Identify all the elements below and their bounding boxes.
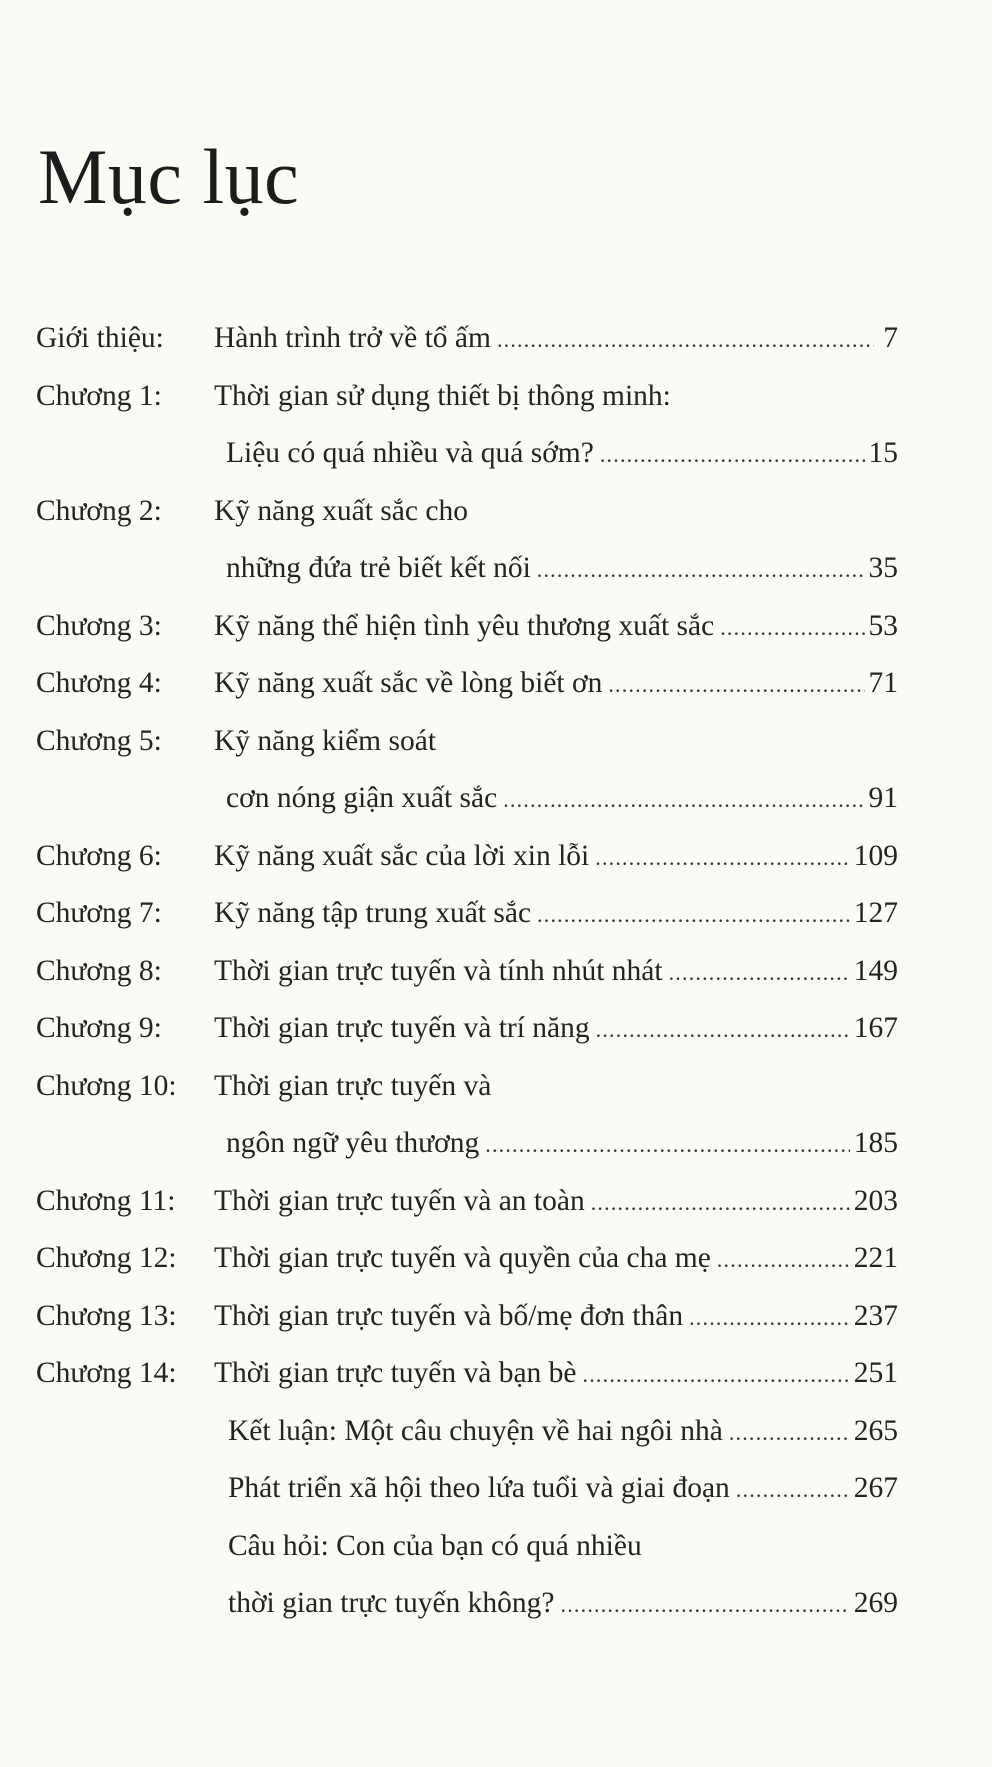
toc-entry-label: Chương 8: xyxy=(36,954,162,987)
dot-leader xyxy=(729,1404,850,1462)
dot-leader xyxy=(537,886,850,944)
toc-entry-title: Kỹ năng xuất sắc về lòng biết ơn xyxy=(214,667,603,699)
dot-leader xyxy=(561,1576,850,1634)
toc-line xyxy=(36,713,898,771)
toc-entry-text-wrap xyxy=(214,1058,898,1116)
toc-page-number: 7 xyxy=(883,322,898,354)
toc-entry-label: Chương 4: xyxy=(36,667,162,699)
toc-entry-text-wrap xyxy=(214,713,898,771)
dot-leader xyxy=(596,1001,850,1059)
dot-leader xyxy=(600,426,865,484)
toc-line xyxy=(36,1115,898,1173)
toc-entry-text-wrap xyxy=(214,655,898,714)
toc-page-number: 53 xyxy=(868,609,898,642)
toc-entry-text-wrap xyxy=(226,770,898,829)
toc-page-number: 265 xyxy=(853,1414,898,1447)
toc-page-number: 109 xyxy=(853,839,898,872)
toc-entry-text-wrap xyxy=(214,483,898,541)
toc-entry-text-wrap xyxy=(228,1518,898,1576)
toc-entry-title: Thời gian sử dụng thiết bị thông minh: xyxy=(214,379,671,412)
toc-line xyxy=(36,1230,898,1288)
toc-entry-title: Thời gian trực tuyến và xyxy=(214,1069,492,1102)
toc-page-number: 15 xyxy=(868,437,898,469)
dot-leader xyxy=(485,1116,850,1174)
toc-entry-title: ngôn ngữ yêu thương xyxy=(226,1127,480,1159)
toc-entry-label: Chương 9: xyxy=(36,1012,162,1044)
toc-entry-title: Kỹ năng xuất sắc cho xyxy=(214,494,468,527)
toc-entry-title: Phát triển xã hội theo lứa tuổi và giai đoạn xyxy=(228,1472,730,1504)
toc-line xyxy=(36,425,898,483)
toc-page-number: 237 xyxy=(853,1299,898,1332)
toc-entry-label: Chương 2: xyxy=(36,494,162,527)
toc-entry-text-wrap xyxy=(214,828,898,887)
dot-leader xyxy=(669,944,850,1002)
toc-entry-text-wrap xyxy=(228,1403,898,1462)
toc-entry-text-wrap xyxy=(214,943,898,1002)
toc-line xyxy=(36,1000,898,1058)
toc-page-number: 269 xyxy=(853,1587,898,1619)
toc-entry-title: Kỹ năng kiểm soát xyxy=(214,724,437,757)
toc-line xyxy=(36,655,898,713)
dot-leader xyxy=(736,1461,850,1519)
toc-entry-label: Chương 14: xyxy=(36,1357,177,1389)
toc-page-number: 127 xyxy=(853,897,898,929)
toc-entry-title: Thời gian trực tuyến và trí năng xyxy=(214,1012,590,1044)
toc-line xyxy=(36,1058,898,1116)
toc-entry-title: Kết luận: Một câu chuyện về hai ngôi nhà xyxy=(228,1414,723,1447)
dot-leader xyxy=(689,1289,850,1347)
dot-leader xyxy=(717,1231,850,1289)
page-title: Mục lục xyxy=(38,133,300,220)
toc-page-number: 35 xyxy=(868,552,898,584)
toc-entry-title: Kỹ năng tập trung xuất sắc xyxy=(214,897,532,929)
toc-entry-title: Thời gian trực tuyến và bố/mẹ đơn thân xyxy=(214,1299,684,1332)
toc-entry-title: Hành trình trở về tổ ấm xyxy=(214,322,491,354)
toc-entry-label: Chương 5: xyxy=(36,724,162,757)
toc-line xyxy=(36,1173,898,1231)
toc-line xyxy=(36,1345,898,1403)
toc-entry-text-wrap xyxy=(226,425,898,484)
toc-line xyxy=(36,368,898,426)
toc-page-number: 203 xyxy=(853,1184,898,1217)
toc-entry-title: cơn nóng giận xuất sắc xyxy=(226,782,498,814)
toc-entry-text-wrap xyxy=(214,885,898,944)
toc-entry-label: Chương 11: xyxy=(36,1184,176,1217)
dot-leader xyxy=(720,599,864,657)
dot-leader xyxy=(497,311,874,369)
toc-line xyxy=(36,1403,898,1461)
toc-entry-text-wrap xyxy=(226,1115,898,1174)
dot-leader xyxy=(503,771,864,829)
toc-page-number: 91 xyxy=(868,782,898,814)
toc-entry-text-wrap xyxy=(214,1000,898,1059)
toc-entry-text-wrap xyxy=(226,540,898,599)
toc-page-number: 221 xyxy=(853,1242,898,1274)
dot-leader xyxy=(537,541,865,599)
toc-page-number: 149 xyxy=(853,954,898,987)
toc-line xyxy=(36,943,898,1001)
toc-page-number: 251 xyxy=(853,1357,898,1389)
toc-line xyxy=(36,540,898,598)
toc-entry-title: Câu hỏi: Con của bạn có quá nhiều xyxy=(228,1529,642,1562)
toc-page-number: 267 xyxy=(853,1472,898,1504)
toc-line xyxy=(36,310,898,368)
toc-entry-text-wrap xyxy=(228,1460,898,1519)
toc-entry-label: Chương 3: xyxy=(36,609,162,642)
toc-line xyxy=(36,885,898,943)
toc-entry-title: Liệu có quá nhiều và quá sớm? xyxy=(226,437,594,469)
toc-line xyxy=(36,598,898,656)
toc-entry-text-wrap xyxy=(214,1288,898,1347)
toc-entry-title: Thời gian trực tuyến và bạn bè xyxy=(214,1357,577,1389)
toc-entry-title: Thời gian trực tuyến và tính nhút nhát xyxy=(214,954,663,987)
toc-entry-label: Giới thiệu: xyxy=(36,322,164,354)
table-of-contents xyxy=(36,310,898,1633)
dot-leader xyxy=(591,1174,850,1232)
toc-line xyxy=(36,770,898,828)
dot-leader xyxy=(595,829,850,887)
toc-entry-title: Kỹ năng thể hiện tình yêu thương xuất sắc xyxy=(214,609,715,642)
toc-line xyxy=(36,828,898,886)
toc-entry-label: Chương 10: xyxy=(36,1069,177,1102)
toc-entry-text-wrap xyxy=(214,1173,898,1232)
toc-entry-title: Thời gian trực tuyến và quyền của cha mẹ xyxy=(214,1242,711,1274)
toc-entry-text-wrap xyxy=(214,1230,898,1289)
toc-line xyxy=(36,1288,898,1346)
toc-entry-label: Chương 1: xyxy=(36,379,162,412)
dot-leader xyxy=(583,1346,850,1404)
toc-page-number: 185 xyxy=(853,1127,898,1159)
toc-entry-label: Chương 12: xyxy=(36,1242,177,1274)
dot-leader xyxy=(608,656,864,714)
toc-line xyxy=(36,483,898,541)
toc-entry-title: những đứa trẻ biết kết nối xyxy=(226,552,531,584)
toc-entry-label: Chương 6: xyxy=(36,839,162,872)
toc-entry-text-wrap xyxy=(228,1575,898,1634)
toc-entry-label: Chương 13: xyxy=(36,1299,177,1332)
toc-entry-title: Kỹ năng xuất sắc của lời xin lỗi xyxy=(214,839,590,872)
toc-entry-text-wrap xyxy=(214,310,898,369)
toc-line xyxy=(36,1518,898,1576)
toc-page-number: 71 xyxy=(868,667,898,699)
toc-entry-title: Thời gian trực tuyến và an toàn xyxy=(214,1184,585,1217)
toc-entry-text-wrap xyxy=(214,1345,898,1404)
toc-entry-title: thời gian trực tuyến không? xyxy=(228,1587,555,1619)
toc-entry-text-wrap xyxy=(214,368,898,426)
toc-entry-text-wrap xyxy=(214,598,898,657)
toc-line xyxy=(36,1575,898,1633)
toc-page-number: 167 xyxy=(853,1012,898,1044)
toc-line xyxy=(36,1460,898,1518)
toc-entry-label: Chương 7: xyxy=(36,897,162,929)
